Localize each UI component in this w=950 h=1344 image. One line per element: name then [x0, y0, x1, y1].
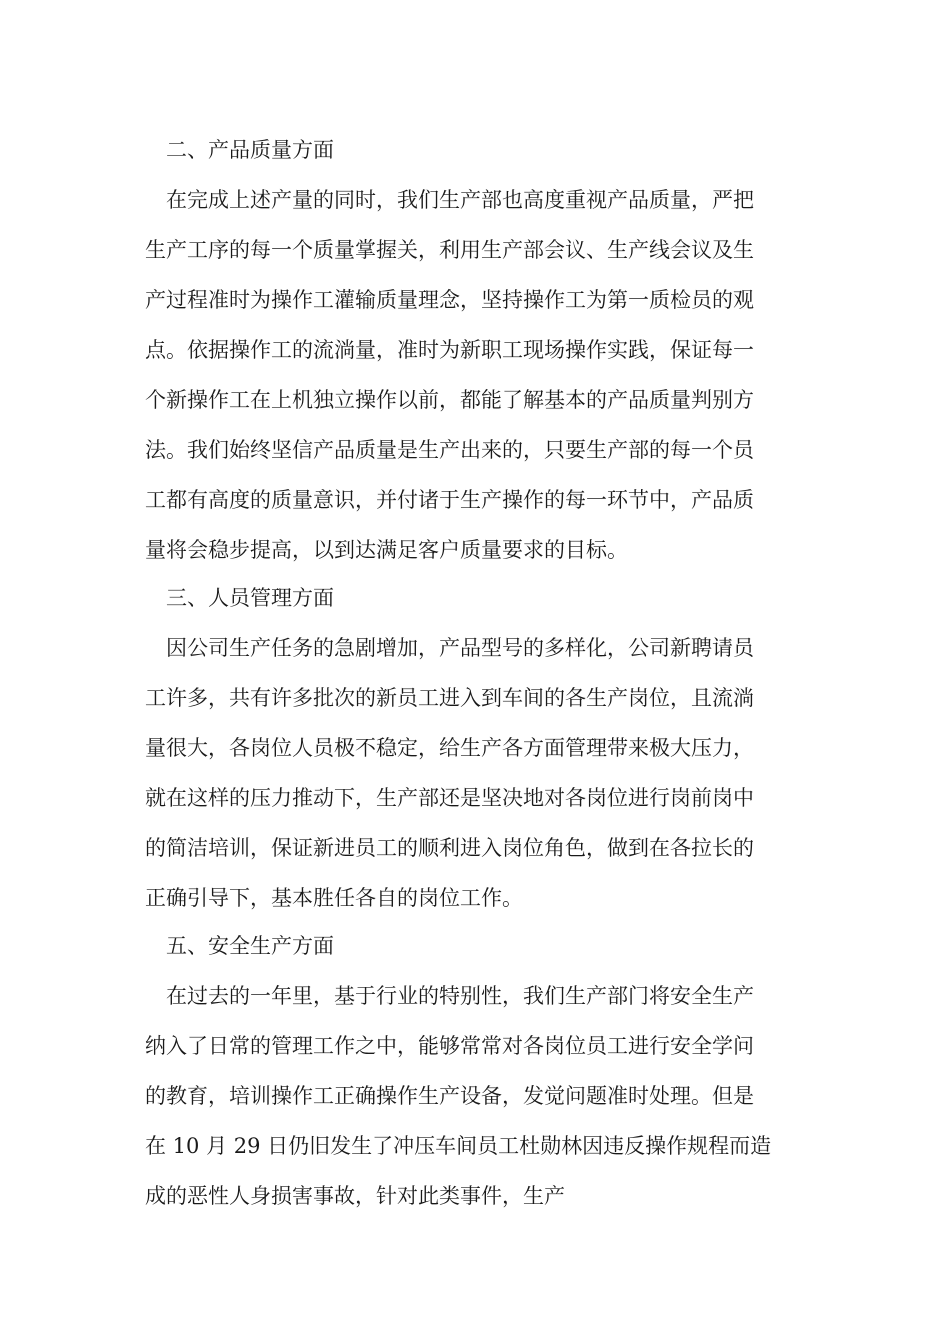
paragraph-line: 生产工序的每一个质量掌握关，利用生产部会议、生产线会议及生 [145, 238, 754, 262]
paragraph-line: 工许多，共有许多批次的新员工进入到车间的各生产岗位，且流淌 [145, 686, 754, 710]
paragraph-line: 的简洁培训，保证新进员工的顺利进入岗位角色，做到在各拉长的 [145, 836, 754, 860]
paragraph-line: 点。依据操作工的流淌量，准时为新职工现场操作实践，保证每一 [145, 338, 754, 362]
section-heading-product-quality: 二、产品质量方面 [166, 138, 334, 162]
paragraph-line: 法。我们始终坚信产品质量是生产出来的，只要生产部的每一个员 [145, 438, 754, 462]
paragraph-line: 量很大，各岗位人员极不稳定，给生产各方面管理带来极大压力， [145, 736, 754, 760]
paragraph-line: 纳入了日常的管理工作之中，能够常常对各岗位员工进行安全学问 [145, 1034, 754, 1058]
paragraph-line: 就在这样的压力推动下，生产部还是坚决地对各岗位进行岗前岗中 [145, 786, 754, 810]
paragraph-line: 正确引导下，基本胜任各自的岗位工作。 [145, 886, 523, 910]
paragraph-line: 在完成上述产量的同时，我们生产部也高度重视产品质量，严把 [166, 188, 754, 212]
paragraph-line: 个新操作工在上机独立操作以前，都能了解基本的产品质量判别方 [145, 388, 754, 412]
paragraph-line: 量将会稳步提高，以到达满足客户质量要求的目标。 [145, 538, 628, 562]
paragraph-line: 工都有高度的质量意识，并付诸于生产操作的每一环节中，产品质 [145, 488, 754, 512]
paragraph-line: 的教育，培训操作工正确操作生产设备，发觉问题准时处理。但是 [145, 1084, 754, 1108]
paragraph-line: 在 10 月 29 日仍旧发生了冲压车间员工杜勋林因违反操作规程而造 [145, 1134, 772, 1158]
paragraph-line: 在过去的一年里，基于行业的特别性，我们生产部门将安全生产 [166, 984, 754, 1008]
section-heading-safe-production: 五、安全生产方面 [166, 934, 334, 958]
paragraph-line: 产过程准时为操作工灌输质量理念，坚持操作工为第一质检员的观 [145, 288, 754, 312]
paragraph-line: 因公司生产任务的急剧增加，产品型号的多样化，公司新聘请员 [166, 636, 754, 660]
paragraph-line: 成的恶性人身损害事故，针对此类事件，生产 [145, 1184, 565, 1208]
section-heading-personnel-management: 三、人员管理方面 [166, 586, 334, 610]
